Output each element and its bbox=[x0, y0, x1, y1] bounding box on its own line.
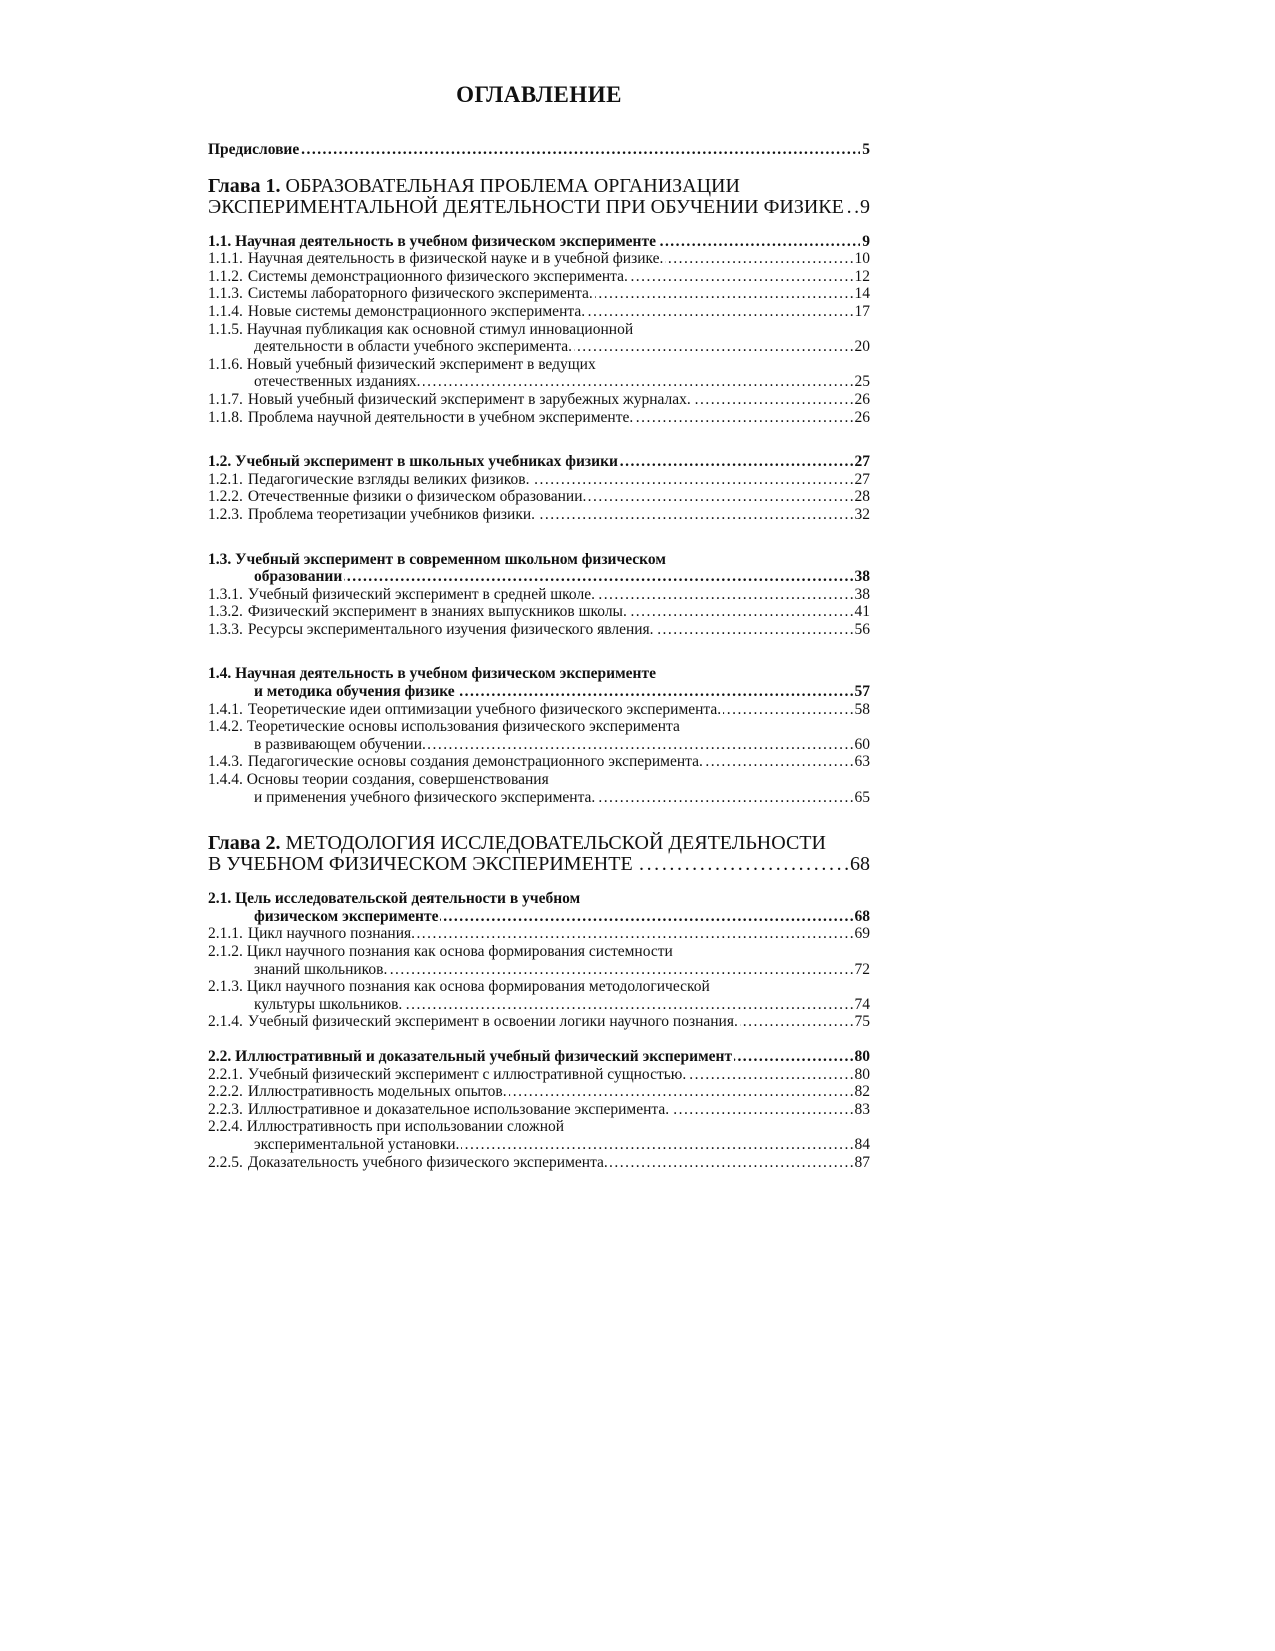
page-number: 20 bbox=[854, 338, 870, 356]
leader-dots bbox=[423, 373, 853, 391]
section-heading[interactable] bbox=[208, 890, 870, 925]
leader-dots bbox=[740, 1013, 853, 1031]
toc-entry[interactable] bbox=[208, 268, 870, 286]
preface-label: Предисловие bbox=[208, 141, 300, 158]
entry-text: Цикл научного познания как основа формирования методологической bbox=[246, 978, 710, 996]
page-number: 80 bbox=[854, 1065, 870, 1083]
page-number: 68 bbox=[854, 907, 870, 925]
toc-section bbox=[208, 890, 870, 1031]
leader-dots bbox=[658, 233, 860, 251]
chapter-title: МЕТОДОЛОГИЯ ИССЛЕДОВАТЕЛЬСКОЙ ДЕЯТЕЛЬНОСТИ bbox=[285, 832, 826, 855]
entry-text: Иллюстративность модельных опытов. bbox=[247, 1083, 507, 1101]
page-number: 80 bbox=[854, 1047, 870, 1065]
entry-number: 1.4.3. bbox=[208, 753, 243, 771]
page-number: 25 bbox=[854, 373, 870, 391]
toc-entry[interactable] bbox=[208, 603, 870, 621]
page-number: 65 bbox=[854, 788, 870, 806]
entry-text: знаний школьников. bbox=[254, 960, 388, 978]
entry-text: экспериментальной установки. bbox=[254, 1135, 460, 1153]
toc-entry[interactable] bbox=[208, 1101, 870, 1119]
leader-dots bbox=[440, 908, 852, 926]
page-number: 41 bbox=[854, 603, 870, 621]
entry-line[interactable] bbox=[208, 338, 870, 356]
entry-text: Научная публикация как основной стимул инновационной bbox=[246, 320, 634, 338]
entry-line bbox=[208, 356, 870, 374]
entry-number: 2.2.4. bbox=[208, 1118, 243, 1136]
page-number: 27 bbox=[854, 470, 870, 488]
section-heading-line: и методика обучения физике bbox=[254, 683, 455, 701]
entry-line[interactable] bbox=[208, 996, 870, 1014]
page-number: 9 bbox=[860, 195, 870, 218]
page-number: 5 bbox=[862, 141, 870, 158]
entry-number: 2.2.5. bbox=[208, 1153, 243, 1171]
leader-dots bbox=[457, 683, 853, 701]
leader-dots bbox=[734, 1048, 852, 1066]
entry-text: Системы демонстрационного физического эксперимента. bbox=[247, 267, 628, 285]
entry-text: Проблема научной деятельности в учебном эксперименте. bbox=[247, 408, 634, 426]
entry-number: 2.2.2. bbox=[208, 1083, 243, 1101]
toc-section bbox=[208, 1048, 870, 1171]
section-heading-line: 1.3. Учебный эксперимент в современном школьном физическом bbox=[208, 550, 666, 568]
toc-entry[interactable] bbox=[208, 753, 870, 771]
toc-entry[interactable] bbox=[208, 925, 870, 943]
page-number: 26 bbox=[854, 408, 870, 426]
page-number: 38 bbox=[854, 585, 870, 603]
leader-dots bbox=[671, 1101, 852, 1119]
section-heading-line: 1.2. Учебный эксперимент в школьных учебниках физики bbox=[208, 453, 618, 471]
toc-entry[interactable] bbox=[208, 701, 870, 719]
entry-text: Отечественные физики о физическом образовании. bbox=[247, 488, 587, 506]
entry-line bbox=[208, 718, 870, 736]
entry-number: 1.3.3. bbox=[208, 620, 243, 638]
section-heading-row[interactable] bbox=[208, 908, 870, 926]
chapter-title-line bbox=[208, 176, 870, 197]
section-heading-row[interactable] bbox=[208, 568, 870, 586]
toc-entry[interactable] bbox=[208, 1066, 870, 1084]
toc-entry[interactable] bbox=[208, 1154, 870, 1172]
leader-dots bbox=[630, 268, 853, 286]
leader-dots bbox=[597, 789, 852, 807]
leader-dots bbox=[428, 736, 853, 754]
toc-entry[interactable] bbox=[208, 506, 870, 524]
page-number: 63 bbox=[854, 753, 870, 771]
page-number: 58 bbox=[854, 700, 870, 718]
entry-text: Теоретические основы использования физического эксперимента bbox=[246, 718, 680, 736]
toc-entry[interactable] bbox=[208, 1118, 870, 1153]
entry-number: 2.1.1. bbox=[208, 925, 243, 943]
leader-dots bbox=[537, 506, 852, 524]
entry-number: 1.1.3. bbox=[208, 285, 243, 303]
leader-dots bbox=[846, 197, 858, 218]
leader-dots bbox=[389, 961, 852, 979]
page-number: 32 bbox=[854, 505, 870, 523]
entry-number: 1.1.1. bbox=[208, 250, 243, 268]
page-number: 74 bbox=[854, 995, 870, 1013]
toc-entry[interactable] bbox=[208, 943, 870, 978]
leader-dots bbox=[656, 621, 853, 639]
section-heading[interactable] bbox=[208, 1048, 870, 1066]
entry-number: 1.4.1. bbox=[208, 700, 243, 718]
entry-line[interactable] bbox=[208, 961, 870, 979]
entry-number: 1.2.2. bbox=[208, 488, 243, 506]
toc-entry-preface[interactable] bbox=[208, 141, 870, 159]
page-number: 38 bbox=[854, 568, 870, 586]
page-number: 83 bbox=[854, 1100, 870, 1118]
leader-dots bbox=[574, 338, 852, 356]
leader-dots bbox=[597, 586, 853, 604]
entry-text: Иллюстративное и доказательное использование эксперимента. bbox=[247, 1100, 670, 1118]
page-number: 10 bbox=[854, 250, 870, 268]
entry-number: 2.1.4. bbox=[208, 1013, 243, 1031]
section-heading-line: 2.2. Иллюстративный и доказательный учебный физический эксперимент bbox=[208, 1047, 733, 1065]
toc-entry[interactable] bbox=[208, 718, 870, 753]
entry-text: Новые системы демонстрационного эксперимента. bbox=[247, 302, 586, 320]
entry-number: 1.1.2. bbox=[208, 267, 243, 285]
chapter-title: ОБРАЗОВАТЕЛЬНАЯ ПРОБЛЕМА ОРГАНИЗАЦИИ bbox=[285, 174, 740, 197]
entry-text: Иллюстративность при использовании сложной bbox=[246, 1118, 565, 1136]
chapter-label: Глава 2. bbox=[208, 832, 281, 855]
section-heading[interactable] bbox=[208, 551, 870, 586]
section-heading-line: 2.1. Цель исследовательской деятельности в учебном bbox=[208, 890, 581, 908]
toc-entry[interactable] bbox=[208, 621, 870, 639]
entry-line bbox=[208, 771, 870, 789]
page-number: 75 bbox=[854, 1013, 870, 1031]
toc-section bbox=[208, 551, 870, 639]
chapter-heading[interactable] bbox=[208, 176, 870, 218]
page-number: 12 bbox=[854, 267, 870, 285]
entry-number: 1.1.8. bbox=[208, 408, 243, 426]
entry-text: Системы лабораторного физического эксперимента. bbox=[247, 285, 593, 303]
entry-text: Теоретические идеи оптимизации учебного физического эксперимента. bbox=[247, 700, 722, 718]
chapter-title-row[interactable] bbox=[208, 854, 870, 875]
toc-entry[interactable] bbox=[208, 409, 870, 427]
section-heading-line: 1.1. Научная деятельность в учебном физическом эксперименте bbox=[208, 232, 656, 250]
leader-dots bbox=[620, 453, 853, 471]
leader-dots bbox=[509, 1083, 853, 1101]
leader-dots bbox=[587, 303, 852, 321]
entry-line[interactable] bbox=[208, 736, 870, 754]
toc-entry[interactable] bbox=[208, 1083, 870, 1101]
toc-entry[interactable] bbox=[208, 391, 870, 409]
toc-entry[interactable] bbox=[208, 586, 870, 604]
entry-line[interactable] bbox=[208, 1136, 870, 1154]
entry-text: Проблема теоретизации учебников физики. bbox=[247, 505, 536, 523]
leader-dots bbox=[417, 925, 852, 943]
page-number: 87 bbox=[854, 1153, 870, 1171]
entry-text: Новый учебный физический эксперимент в ведущих bbox=[246, 355, 596, 373]
leader-dots bbox=[705, 753, 853, 771]
leader-dots bbox=[723, 701, 852, 719]
section-heading-row[interactable] bbox=[208, 683, 870, 701]
entry-text: деятельности в области учебного эксперимента. bbox=[254, 338, 573, 356]
chapter-label: Глава 1. bbox=[208, 174, 281, 197]
entry-text: Новый учебный физический эксперимент в зарубежных журналах. bbox=[247, 390, 691, 408]
leader-dots bbox=[693, 391, 853, 409]
entry-text: в развивающем обучении. bbox=[254, 735, 426, 753]
toc-section bbox=[208, 665, 870, 806]
entry-number: 1.1.7. bbox=[208, 390, 243, 408]
entry-number: 1.1.5. bbox=[208, 320, 243, 338]
entry-text: Учебный физический эксперимент в средней школе. bbox=[247, 585, 595, 603]
leader-dots bbox=[532, 471, 853, 489]
page-number: 57 bbox=[854, 683, 870, 701]
entry-text: Учебный физический эксперимент с иллюстративной сущностью. bbox=[247, 1065, 687, 1083]
entry-number: 2.1.3. bbox=[208, 978, 243, 996]
entry-text: Основы теории создания, совершенствования bbox=[246, 771, 549, 789]
section-heading-line: 1.4. Научная деятельность в учебном физическом эксперименте bbox=[208, 665, 656, 683]
page-number: 84 bbox=[854, 1135, 870, 1153]
entry-number: 1.1.6. bbox=[208, 355, 243, 373]
entry-text: Цикл научного познания. bbox=[247, 925, 416, 943]
page-number: 68 bbox=[850, 853, 870, 876]
entry-line bbox=[208, 1118, 870, 1136]
toc-entry[interactable] bbox=[208, 471, 870, 489]
leader-dots bbox=[635, 854, 848, 875]
entry-text: Доказательность учебного физического эксперимента. bbox=[247, 1153, 608, 1171]
page-title: ОГЛАВЛЕНИЕ bbox=[456, 82, 622, 107]
entry-text: культуры школьников. bbox=[254, 995, 403, 1013]
entry-text: Педагогические основы создания демонстрационного эксперимента. bbox=[247, 753, 703, 771]
page-number: 56 bbox=[854, 620, 870, 638]
toc-body bbox=[208, 176, 870, 1172]
entry-line bbox=[208, 321, 870, 339]
entry-number: 1.3.1. bbox=[208, 585, 243, 603]
toc-entry[interactable] bbox=[208, 1013, 870, 1031]
toc-entry[interactable] bbox=[208, 978, 870, 1013]
entry-number: 1.2.1. bbox=[208, 470, 243, 488]
toc-entry[interactable] bbox=[208, 285, 870, 303]
entry-number: 1.1.4. bbox=[208, 302, 243, 320]
page-number: 9 bbox=[862, 232, 870, 250]
page-number: 69 bbox=[854, 925, 870, 943]
entry-line[interactable] bbox=[208, 373, 870, 391]
entry-line bbox=[208, 943, 870, 961]
entry-line[interactable] bbox=[208, 789, 870, 807]
entry-text: Ресурсы экспериментального изучения физического явления. bbox=[247, 620, 654, 638]
chapter-title: ЭКСПЕРИМЕНТАЛЬНОЙ ДЕЯТЕЛЬНОСТИ ПРИ ОБУЧЕНИИ ФИЗИКЕ bbox=[208, 195, 844, 218]
toc-entry[interactable] bbox=[208, 250, 870, 268]
entry-line bbox=[208, 978, 870, 996]
toc-entry[interactable] bbox=[208, 771, 870, 806]
entry-number: 1.2.3. bbox=[208, 505, 243, 523]
page-number: 27 bbox=[854, 453, 870, 471]
toc-section bbox=[208, 453, 870, 523]
entry-number: 2.1.2. bbox=[208, 943, 243, 960]
entry-number: 2.2.3. bbox=[208, 1100, 243, 1118]
entry-text: Цикл научного познания как основа формирования системности bbox=[246, 943, 673, 960]
page-number: 82 bbox=[854, 1083, 870, 1101]
section-heading[interactable] bbox=[208, 453, 870, 471]
leader-dots bbox=[635, 409, 852, 427]
toc-entry[interactable] bbox=[208, 488, 870, 506]
section-heading-line: физическом эксперименте bbox=[254, 907, 439, 925]
page-number: 26 bbox=[854, 390, 870, 408]
chapter-heading[interactable] bbox=[208, 833, 870, 875]
chapter-title-line bbox=[208, 833, 870, 854]
toc-entry[interactable] bbox=[208, 303, 870, 321]
entry-text: Учебный физический эксперимент в освоении логики научного познания. bbox=[247, 1013, 738, 1031]
leader-dots bbox=[665, 250, 852, 268]
chapter-title-row[interactable] bbox=[208, 197, 870, 218]
entry-text: Педагогические взгляды великих физиков. bbox=[247, 470, 530, 488]
leader-dots bbox=[629, 603, 853, 621]
leader-dots bbox=[461, 1136, 852, 1154]
toc-section bbox=[208, 233, 870, 427]
leader-dots bbox=[610, 1154, 853, 1172]
page-number: 17 bbox=[854, 302, 870, 320]
leader-dots bbox=[688, 1066, 852, 1084]
entry-text: Научная деятельность в физической науке и в учебной физике. bbox=[247, 250, 664, 268]
leader-dots bbox=[404, 996, 852, 1014]
chapter-title: В УЧЕБНОМ ФИЗИЧЕСКОМ ЭКСПЕРИМЕНТЕ bbox=[208, 853, 633, 876]
toc-entry[interactable] bbox=[208, 356, 870, 391]
section-heading[interactable] bbox=[208, 233, 870, 251]
leader-dots bbox=[595, 285, 853, 303]
entry-number: 1.4.4. bbox=[208, 771, 243, 789]
page-number: 72 bbox=[854, 960, 870, 978]
entry-text: отечественных изданиях. bbox=[254, 373, 421, 391]
page-number: 14 bbox=[854, 285, 870, 303]
leader-dots bbox=[301, 141, 860, 159]
leader-dots bbox=[588, 488, 852, 506]
page-number: 60 bbox=[854, 735, 870, 753]
entry-text: и применения учебного физического эксперимента. bbox=[254, 788, 596, 806]
page-number: 28 bbox=[854, 488, 870, 506]
section-heading-line: образовании bbox=[254, 568, 343, 586]
section-heading[interactable] bbox=[208, 665, 870, 700]
entry-text: Физический эксперимент в знаниях выпускников школы. bbox=[247, 603, 627, 621]
entry-number: 2.2.1. bbox=[208, 1065, 243, 1083]
entry-number: 1.4.2. bbox=[208, 718, 243, 736]
toc-entry[interactable] bbox=[208, 321, 870, 356]
leader-dots bbox=[344, 568, 852, 586]
toc-page bbox=[208, 80, 870, 1189]
entry-number: 1.3.2. bbox=[208, 603, 243, 621]
